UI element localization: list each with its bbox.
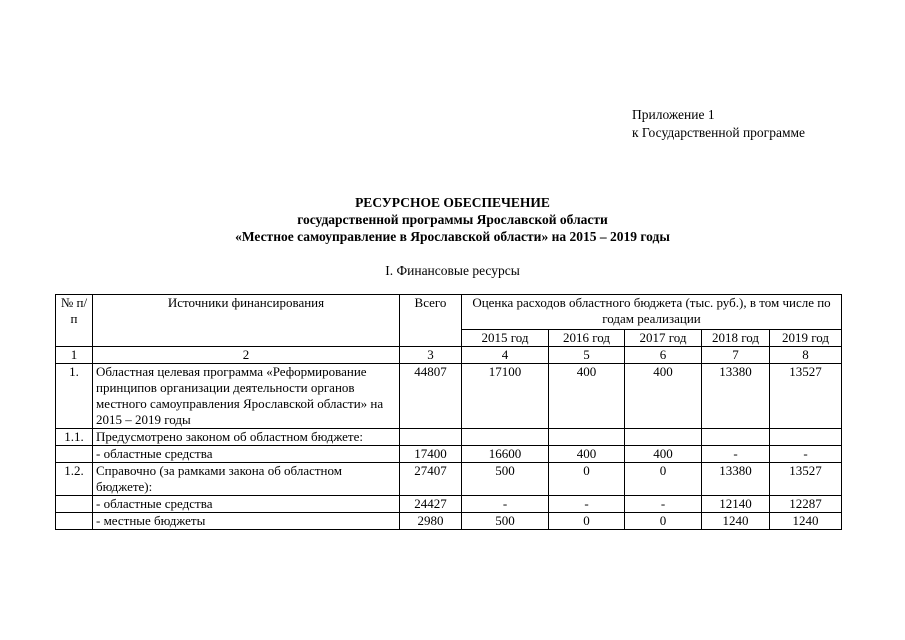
header-total: Всего (400, 295, 462, 347)
row-source: - областные средства (93, 496, 400, 513)
table-row (56, 496, 842, 513)
row-y2015: 16600 (462, 446, 549, 463)
row-total: 24427 (400, 496, 462, 513)
row-total (400, 429, 462, 446)
column-number: 5 (549, 347, 625, 364)
row-y2018: 1240 (702, 513, 770, 530)
row-num: 1. (56, 364, 93, 429)
row-source: - областные средства (93, 446, 400, 463)
column-number: 1 (56, 347, 93, 364)
row-y2018: 13380 (702, 463, 770, 496)
row-y2019: 12287 (770, 496, 842, 513)
column-number: 2 (93, 347, 400, 364)
section-title: I. Финансовые ресурсы (385, 263, 520, 278)
row-y2015 (462, 429, 549, 446)
row-y2017: - (625, 496, 702, 513)
table-row (56, 364, 842, 429)
row-y2019: 13527 (770, 463, 842, 496)
row-y2019: 13527 (770, 364, 842, 429)
column-number: 3 (400, 347, 462, 364)
heading-line-1: РЕСУРСНОЕ ОБЕСПЕЧЕНИЕ (355, 195, 550, 210)
row-y2016 (549, 429, 625, 446)
row-num: 1.1. (56, 429, 93, 446)
row-y2015: 17100 (462, 364, 549, 429)
row-y2016: 400 (549, 364, 625, 429)
row-y2017 (625, 429, 702, 446)
table-row (56, 513, 842, 530)
appendix-note (632, 106, 805, 142)
row-y2016: 0 (549, 463, 625, 496)
row-total: 2980 (400, 513, 462, 530)
row-y2016: - (549, 496, 625, 513)
row-source: - местные бюджеты (93, 513, 400, 530)
row-y2016: 0 (549, 513, 625, 530)
row-num (56, 446, 93, 463)
row-num (56, 496, 93, 513)
header-year: 2017 год (625, 330, 702, 347)
row-source: Областная целевая программа «Реформирование принципов организации деятельности органов местного самоуправления Ярославской области» на 2015 – 2019 годы (93, 364, 400, 429)
row-y2019: 1240 (770, 513, 842, 530)
row-source: Справочно (за рамками закона об областном бюджете): (93, 463, 400, 496)
column-number-row (56, 347, 842, 364)
row-source: Предусмотрено законом об областном бюджете: (93, 429, 400, 446)
column-number: 6 (625, 347, 702, 364)
heading-line-3: «Местное самоуправление в Ярославской области» на 2015 – 2019 годы (235, 229, 670, 244)
appendix-line-2: к Государственной программе (632, 125, 806, 140)
table-row (56, 429, 842, 446)
table-row (56, 446, 842, 463)
header-estimate: Оценка расходов областного бюджета (тыс. руб.), в том числе по годам реализации (462, 295, 842, 330)
row-y2019 (770, 429, 842, 446)
heading-line-2: государственной программы Ярославской области (297, 212, 608, 227)
header-num: № п/п (56, 295, 93, 347)
header-year: 2016 год (549, 330, 625, 347)
row-y2019: - (770, 446, 842, 463)
document-heading (0, 194, 905, 245)
row-num: 1.2. (56, 463, 93, 496)
row-y2017: 400 (625, 364, 702, 429)
row-y2018: 13380 (702, 364, 770, 429)
row-y2015: 500 (462, 463, 549, 496)
header-year: 2015 год (462, 330, 549, 347)
row-y2016: 400 (549, 446, 625, 463)
table-row (56, 463, 842, 496)
column-number: 8 (770, 347, 842, 364)
row-y2015: 500 (462, 513, 549, 530)
column-number: 7 (702, 347, 770, 364)
row-y2018: - (702, 446, 770, 463)
row-num (56, 513, 93, 530)
column-number: 4 (462, 347, 549, 364)
row-total: 17400 (400, 446, 462, 463)
resource-table (55, 294, 842, 530)
row-y2017: 400 (625, 446, 702, 463)
header-source: Источники финансирования (93, 295, 400, 347)
row-y2017: 0 (625, 463, 702, 496)
row-total: 27407 (400, 463, 462, 496)
row-y2018: 12140 (702, 496, 770, 513)
row-y2017: 0 (625, 513, 702, 530)
appendix-line-1: Приложение 1 (632, 107, 715, 122)
row-y2018 (702, 429, 770, 446)
header-year: 2018 год (702, 330, 770, 347)
header-year: 2019 год (770, 330, 842, 347)
header-row-1 (56, 295, 842, 330)
row-y2015: - (462, 496, 549, 513)
row-total: 44807 (400, 364, 462, 429)
